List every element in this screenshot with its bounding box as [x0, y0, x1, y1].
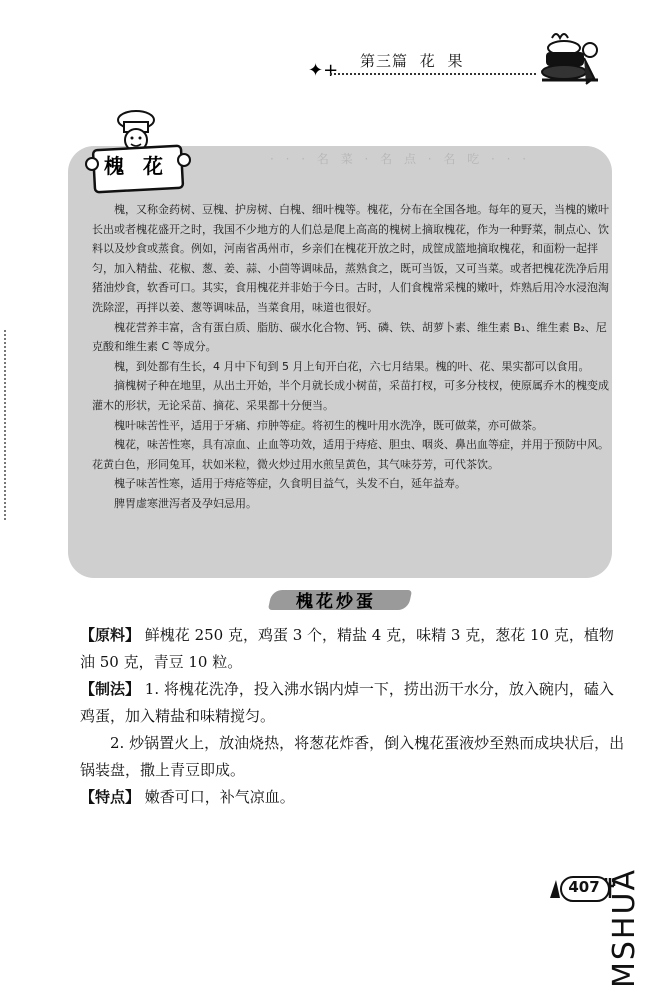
panel-watermark-text: · · · 名 菜 · 名 点 · 名 吃 · · ·: [270, 152, 531, 166]
method-step-1: 1. 将槐花洗净，投入沸水锅内焯一下，捞出沥干水分，放入碗内，磕入鸡蛋，加入精盐和味精搅匀。: [80, 680, 614, 725]
panel-body: [92, 200, 610, 514]
features-label: 【特点】: [80, 788, 141, 806]
recipe-body: [80, 622, 626, 811]
section-title: 第三篇 花 果: [360, 52, 464, 70]
ingredients-line: [80, 622, 626, 676]
ingredients-text: 鲜槐花 250 克，鸡蛋 3 个，精盐 4 克，味精 3 克，葱花 10 克，植物油 50 克，青豆 10 粒。: [80, 626, 614, 671]
features-line: [80, 784, 626, 811]
panel-title: 槐 花: [104, 154, 169, 178]
side-watermark: MSHUA: [607, 868, 642, 988]
sparkle-icon: ✦+: [308, 60, 339, 81]
panel-paragraph: 槐花营养丰富，含有蛋白质、脂肪、碳水化合物、钙、磷、铁、胡萝卜素、维生素 B₁、维生素 B₂、尼克酸和维生素 C 等成分。: [92, 320, 607, 354]
running-header: [300, 44, 540, 80]
panel-paragraph: 脾胃虚寒泄泻者及孕妇忌用。: [114, 496, 257, 510]
scan-margin-mark: [4, 330, 12, 520]
panel-paragraph: 摘槐树子种在地里，从出土开始，半个月就长成小树苗，采苗打杈，可多分枝杈，使原属乔木的槐变成灌木的形状，无论采苗、摘花、采果都十分便当。: [92, 379, 609, 412]
features-text: 嫩香可口，补气凉血。: [144, 788, 295, 806]
method-step-2: 2. 炒锅置火上，放油烧热，将葱花炸香，倒入槐花蛋液炒至熟而成块状后，出锅装盘，撒上青豆即成。: [80, 734, 625, 779]
page-number: 407: [568, 878, 600, 896]
header-dotted-rule: [330, 73, 536, 75]
panel-paragraph: 槐花，味苦性寒，具有凉血、止血等功效，适用于痔疮、胆虫、咽炎、鼻出血等症，并用于预防中风。花黄白色，形同兔耳，状如米粒，微火炒过用水煎呈黄色，其气味芬芳，可代茶饮。: [92, 438, 609, 471]
recipe-title-banner: [270, 584, 410, 614]
method-label: 【制法】: [80, 680, 141, 698]
ingredients-label: 【原料】: [80, 626, 141, 644]
chef-cooking-icon: [538, 28, 602, 88]
recipe-title: 槐花炒蛋: [296, 592, 376, 612]
panel-paragraph: 槐叶味苦性平，适用于牙痛、疖肿等症。将初生的槐叶用水洗净，既可做菜，亦可做茶。: [114, 418, 543, 432]
panel-paragraph: 槐，又称金药树、豆槐、护房树、白槐、细叶槐等。槐花，分布在全国各地。每年的夏天，当槐的嫩叶长出或者槐花盛开之时，我国不少地方的人们总是爬上高高的槐树上摘取槐花，作为一种野菜，制点心、饮料以及炒食或蒸食。例如，河南省禹州市，乡亲们在槐花开放之时，成筐成篮地摘取槐花，和面粉一起拌匀，加入精盐、花椒、葱、姜、蒜、小茴等调味品，蒸熟食之，既可当饭，又可当菜。或者把槐花洗净后用猪油炒食，软香可口。其实，食用槐花并非始于今日。古时，人们食槐常采槐的嫩叶，炸熟后用冷水浸泡淘洗除涩，再拌以姜、葱等调味品，当菜食用，味道也很好。: [92, 203, 609, 314]
panel-paragraph: 槐，到处都有生长，4 月中下旬到 5 月上旬开白花，六七月结果。槐的叶、花、果实都可以食用。: [114, 359, 590, 373]
method-line: [80, 676, 626, 730]
panel-paragraph: 槐子味苦性寒，适用于痔疮等症，久食明目益气，头发不白，延年益寿。: [114, 477, 466, 491]
